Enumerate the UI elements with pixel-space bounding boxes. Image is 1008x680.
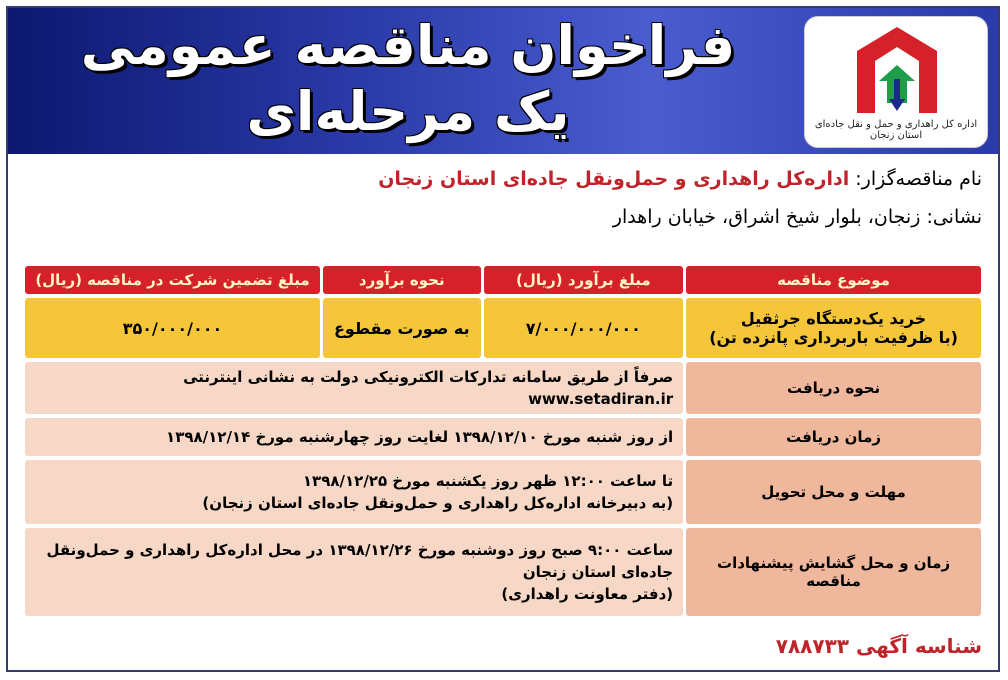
receipt-method-value (25, 362, 683, 414)
road-maintenance-logo-icon (847, 21, 947, 121)
organizer-line (24, 168, 982, 190)
item-subject (686, 298, 981, 358)
opening-value (25, 528, 683, 616)
receipt-method-text: صرفاً از طریق سامانه تدارکات الکترونیکی دولت به نشانی اینترنتی (183, 368, 674, 386)
receipt-time-label: زمان دریافت (686, 418, 981, 456)
organizer-label: نام مناقصه‌گزار: (855, 168, 982, 190)
notice-title: فراخوان مناقصه عمومی (80, 14, 736, 77)
address-line (24, 206, 982, 228)
notice-header (8, 8, 998, 154)
opening-line1: ساعت ۹:۰۰ صبح روز دوشنبه مورخ ۱۳۹۸/۱۲/۲۶ در محل اداره‌کل راهداری و حمل‌ونقل (46, 541, 674, 559)
tender-table (22, 262, 984, 620)
ad-id-label: شناسه آگهی (855, 634, 982, 658)
table-row (25, 418, 981, 456)
notice-subtitle: یک مرحله‌ای (246, 80, 570, 143)
address-label: نشانی: (926, 206, 982, 228)
setadiran-link[interactable]: www.setadiran.ir (528, 390, 674, 408)
table-row (25, 362, 981, 414)
receipt-method-label: نحوه دریافت (686, 362, 981, 414)
header-subject: موضوع مناقصه (686, 266, 981, 294)
ad-id (776, 634, 982, 658)
address-value: زنجان، بلوار شیخ اشراق، خیابان راهدار (612, 206, 921, 228)
receipt-time-value: از روز شنبه مورخ ۱۳۹۸/۱۲/۱۰ لغایت روز چهارشنبه مورخ ۱۳۹۸/۱۲/۱۴ (25, 418, 683, 456)
item-subject-line2: (با ظرفیت باربرداری پانزده تن) (709, 328, 958, 347)
organization-logo (804, 16, 988, 148)
item-estimate: ۷/۰۰۰/۰۰۰/۰۰۰ (484, 298, 684, 358)
delivery-value (25, 460, 683, 524)
logo-caption: اداره کل راهداری و حمل و نقل جاده‌ای استان زنجان (814, 119, 978, 141)
organizer-value: اداره‌کل راهداری و حمل‌ونقل جاده‌ای استان زنجان (378, 168, 850, 190)
table-header-row (25, 266, 981, 294)
table-row (25, 298, 981, 358)
opening-label: زمان و محل گشایش پیشنهادات مناقصه (686, 528, 981, 616)
table-row (25, 528, 981, 616)
item-subject-line1: خرید یک‌دستگاه جرثقیل (740, 309, 927, 328)
delivery-line1: تا ساعت ۱۲:۰۰ ظهر روز یکشنبه مورخ ۱۳۹۸/۱۲/۲۵ (302, 472, 674, 490)
opening-line2: جاده‌ای استان زنجان (522, 563, 674, 581)
delivery-line2: (به دبیرخانه اداره‌کل راهداری و حمل‌ونقل جاده‌ای استان زنجان) (202, 494, 674, 512)
opening-line3: (دفتر معاونت راهداری) (501, 585, 674, 603)
header-estimate: مبلغ برآورد (ریال) (484, 266, 684, 294)
ad-id-value: ۷۸۸۷۳۳ (775, 634, 849, 658)
tender-notice (6, 6, 1000, 672)
item-guarantee: ۳۵۰/۰۰۰/۰۰۰ (25, 298, 320, 358)
table-row (25, 460, 981, 524)
delivery-label: مهلت و محل تحویل (686, 460, 981, 524)
item-method: به صورت مقطوع (323, 298, 481, 358)
header-guarantee: مبلغ تضمین شرکت در مناقصه (ریال) (25, 266, 320, 294)
header-method: نحوه برآورد (323, 266, 481, 294)
